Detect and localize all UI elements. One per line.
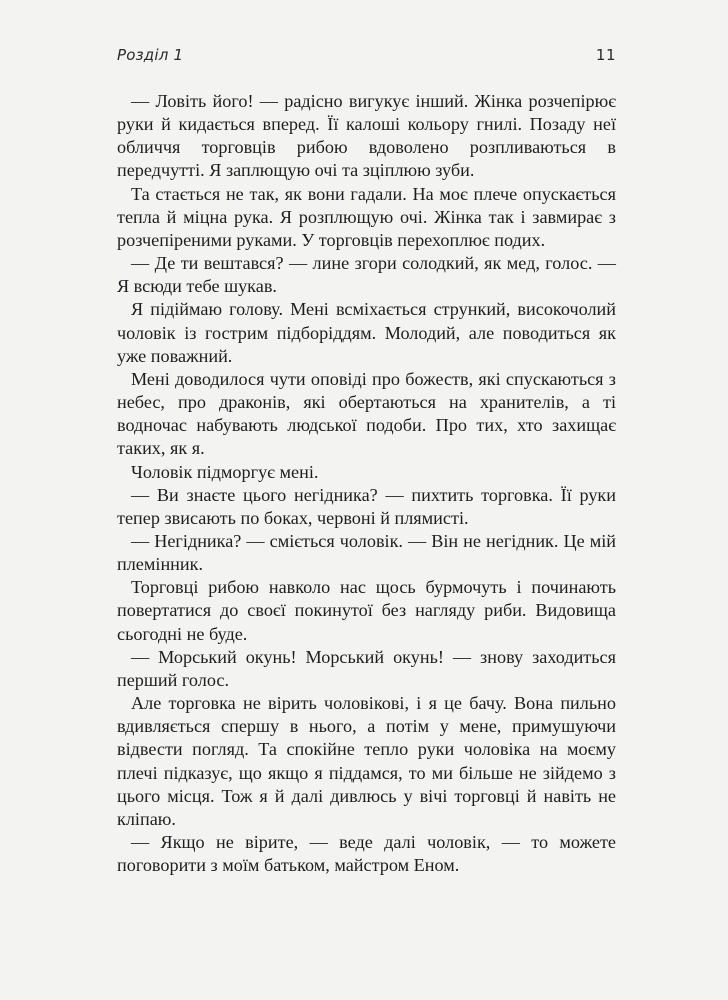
paragraph: — Де ти вештався? — лине згори солодкий, як мед, голос. — Я всюди тебе шукав.: [117, 253, 616, 297]
chapter-title: Розділ 1: [117, 46, 184, 64]
paragraph: Мені доводилося чути оповіді про божеств, які спускаються з небес, про драконів, які обертаються на хранителів, а ті водночас набувають людської подоби. Про тих, хто захищає таких, як я.: [117, 368, 616, 459]
paragraph: Чоловік підморгує мені.: [131, 461, 319, 482]
paragraph: — Морський окунь! Морський окунь! — знову заходиться перший голос.: [117, 646, 616, 690]
body-text: [117, 90, 616, 877]
paragraph: — Ви знаєте цього негідника? — пихтить торговка. Її руки тепер звисають по боках, червоні й плямисті.: [117, 484, 616, 528]
page-number: 11: [595, 46, 616, 64]
paragraph: Я підіймаю голову. Мені всміхається стрункий, високочолий чоловік із гострим підборіддям. Молодий, але поводиться як уже поважний.: [117, 299, 616, 366]
paragraph: — Якщо не вірите, — веде далі чоловік, — то можете поговорити з моїм батьком, майстром Еном.: [117, 832, 616, 876]
paragraph: Та стається не так, як вони гадали. На моє плече опускається тепла й міцна рука. Я розплющую очі. Жінка так і завмирає з розчепіреними руками. У торговців перехоплює подих.: [117, 183, 616, 250]
paragraph: — Негідника? — сміється чоловік. — Він не негідник. Це мій племінник.: [117, 530, 616, 575]
paragraph: Торговці рибою навколо нас щось бурмочуть і починають повертатися до своєї покинутої без нагляду риби. Видовища сьогодні не буде.: [117, 577, 616, 644]
running-header: [117, 46, 616, 74]
paragraph: Але торговка не вірить чоловікові, і я це бачу. Вона пильно вдивляється спершу в нього, а потім у мене, примушуючи відвести погляд. Та спокійне тепло руки чоловіка на моєму плечі підказує, що якщо я піддамся, то ми більше не зійдемо з цього місця. Тож я й далі дивлюсь у вічі торговці й навіть не кліпаю.: [117, 693, 616, 829]
paragraph: — Ловіть його! — радісно вигукує інший. Жінка розчепірює руки й кидається вперед. Її калоші кольору гнилі. Позаду неї обличчя торговців рибою вдоволено розпливаються в передчутті. Я заплющую очі та зціплюю зуби.: [117, 91, 616, 181]
